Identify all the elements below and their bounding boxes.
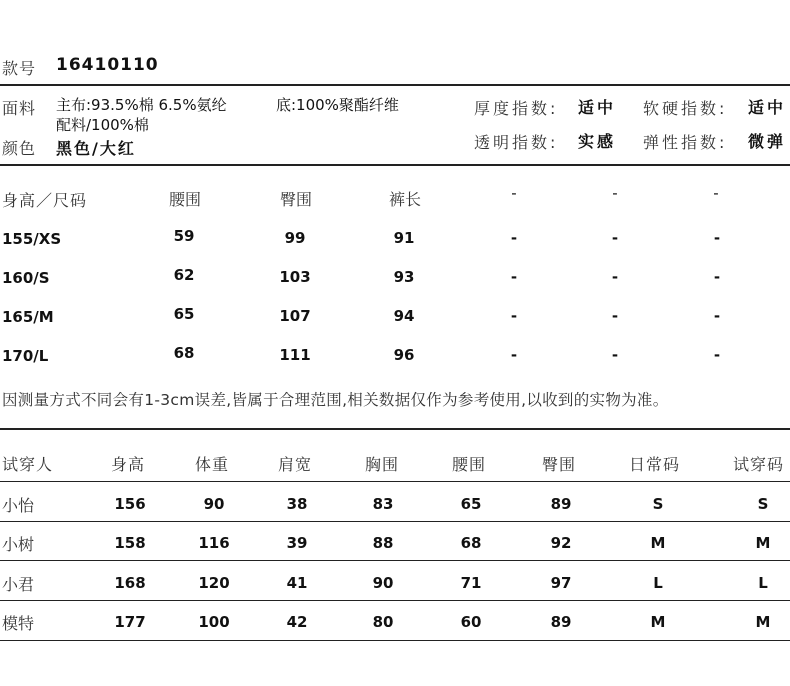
transparency-label: 透明指数: xyxy=(474,133,559,152)
table-cell: 83 xyxy=(372,495,394,513)
size-header-length: 裤长 xyxy=(388,190,422,209)
table-cell: 120 xyxy=(198,574,230,592)
size-header-extra-1: - xyxy=(511,184,517,202)
table-cell: - xyxy=(510,268,518,286)
size-header-waist: 腰围 xyxy=(168,190,202,209)
table-cell: 107 xyxy=(279,307,311,325)
table-cell: 68 xyxy=(460,534,482,552)
fit-row-divider xyxy=(0,560,790,561)
size-header-hip: 臀围 xyxy=(279,190,313,209)
fit-row-divider xyxy=(0,481,790,482)
table-cell: 68 xyxy=(173,344,195,362)
divider-top xyxy=(0,84,790,86)
table-cell: 93 xyxy=(393,268,415,286)
fabric-label: 面料 xyxy=(2,99,37,118)
thickness-label: 厚度指数: xyxy=(474,99,559,118)
wearer-name: 小怡 xyxy=(2,496,35,515)
softness-value: 适中 xyxy=(748,98,787,117)
table-cell: 89 xyxy=(550,613,572,631)
wearer-name: 模特 xyxy=(2,614,35,633)
table-cell: 116 xyxy=(198,534,230,552)
divider-fit-table xyxy=(0,428,790,430)
measurement-note: 因测量方式不同会有1-3cm误差,皆属于合理范围,相关数据仅作为参考使用,以收到的实物为准。 xyxy=(2,391,669,409)
fabric-lining-text: 配料/100%棉 xyxy=(56,116,149,134)
table-cell: - xyxy=(713,307,721,325)
fit-header-shoulder: 肩宽 xyxy=(278,455,313,474)
table-cell: 59 xyxy=(173,227,195,245)
thickness-value: 适中 xyxy=(578,98,617,117)
table-cell: 97 xyxy=(550,574,572,592)
elasticity-label: 弹性指数: xyxy=(643,133,728,152)
table-cell: 92 xyxy=(550,534,572,552)
fit-header-bust: 胸围 xyxy=(365,455,400,474)
table-cell: - xyxy=(510,229,518,247)
elasticity-value: 微弹 xyxy=(748,132,787,151)
divider-size-table xyxy=(0,164,790,166)
fit-row-divider xyxy=(0,600,790,601)
fit-table-bottom-border xyxy=(0,640,790,641)
table-cell: M xyxy=(650,613,666,631)
table-cell: 88 xyxy=(372,534,394,552)
transparency-value: 实感 xyxy=(578,132,617,151)
size-header-extra-2: - xyxy=(612,184,618,202)
color-label: 颜色 xyxy=(2,139,37,158)
table-cell: S xyxy=(757,495,769,513)
wearer-name: 小君 xyxy=(2,575,35,594)
wearer-name: 小树 xyxy=(2,535,35,554)
table-cell: 42 xyxy=(286,613,308,631)
fit-header-hip: 臀围 xyxy=(542,455,577,474)
table-cell: L xyxy=(653,574,663,592)
table-cell: S xyxy=(652,495,664,513)
table-cell: 94 xyxy=(393,307,415,325)
table-cell: 62 xyxy=(173,266,195,284)
table-cell: - xyxy=(611,307,619,325)
table-cell: 39 xyxy=(286,534,308,552)
table-cell: 111 xyxy=(279,346,311,364)
table-cell: - xyxy=(713,346,721,364)
style-number-value: 16410110 xyxy=(56,55,159,75)
table-cell: 156 xyxy=(114,495,146,513)
table-cell: 89 xyxy=(550,495,572,513)
fit-header-weight: 体重 xyxy=(195,455,230,474)
fit-row-divider xyxy=(0,521,790,522)
size-row-label: 160/S xyxy=(2,269,50,287)
table-cell: 71 xyxy=(460,574,482,592)
table-cell: 91 xyxy=(393,229,415,247)
table-cell: 90 xyxy=(203,495,225,513)
table-cell: 99 xyxy=(284,229,306,247)
style-number-label: 款号 xyxy=(2,59,37,78)
softness-label: 软硬指数: xyxy=(643,99,728,118)
fit-header-wearer: 试穿人 xyxy=(2,455,54,474)
table-cell: 41 xyxy=(286,574,308,592)
table-cell: 96 xyxy=(393,346,415,364)
table-cell: 90 xyxy=(372,574,394,592)
table-cell: 168 xyxy=(114,574,146,592)
table-cell: M xyxy=(755,613,771,631)
table-cell: - xyxy=(611,346,619,364)
size-header-extra-3: - xyxy=(713,184,719,202)
table-cell: M xyxy=(650,534,666,552)
fabric-base-text: 底:100%聚酯纤维 xyxy=(276,96,399,114)
size-row-label: 170/L xyxy=(2,347,49,365)
fit-header-tried-size: 试穿码 xyxy=(733,455,785,474)
table-cell: - xyxy=(611,229,619,247)
table-cell: 103 xyxy=(279,268,311,286)
fit-header-usual-size: 日常码 xyxy=(629,455,681,474)
color-value: 黑色/大红 xyxy=(56,139,136,158)
table-cell: - xyxy=(713,268,721,286)
table-cell: L xyxy=(758,574,768,592)
size-header-size: 身高／尺码 xyxy=(2,191,88,210)
fit-header-waist: 腰围 xyxy=(452,455,487,474)
size-row-label: 155/XS xyxy=(2,230,62,248)
size-row-label: 165/M xyxy=(2,308,54,326)
fit-header-height: 身高 xyxy=(111,455,146,474)
fabric-main-text: 主布:93.5%棉 6.5%氨纶 xyxy=(56,96,227,114)
table-cell: 60 xyxy=(460,613,482,631)
table-cell: - xyxy=(713,229,721,247)
table-cell: - xyxy=(510,307,518,325)
table-cell: - xyxy=(611,268,619,286)
table-cell: 38 xyxy=(286,495,308,513)
table-cell: - xyxy=(510,346,518,364)
table-cell: 100 xyxy=(198,613,230,631)
table-cell: 158 xyxy=(114,534,146,552)
table-cell: 65 xyxy=(173,305,195,323)
table-cell: 177 xyxy=(114,613,146,631)
table-cell: 80 xyxy=(372,613,394,631)
table-cell: M xyxy=(755,534,771,552)
table-cell: 65 xyxy=(460,495,482,513)
